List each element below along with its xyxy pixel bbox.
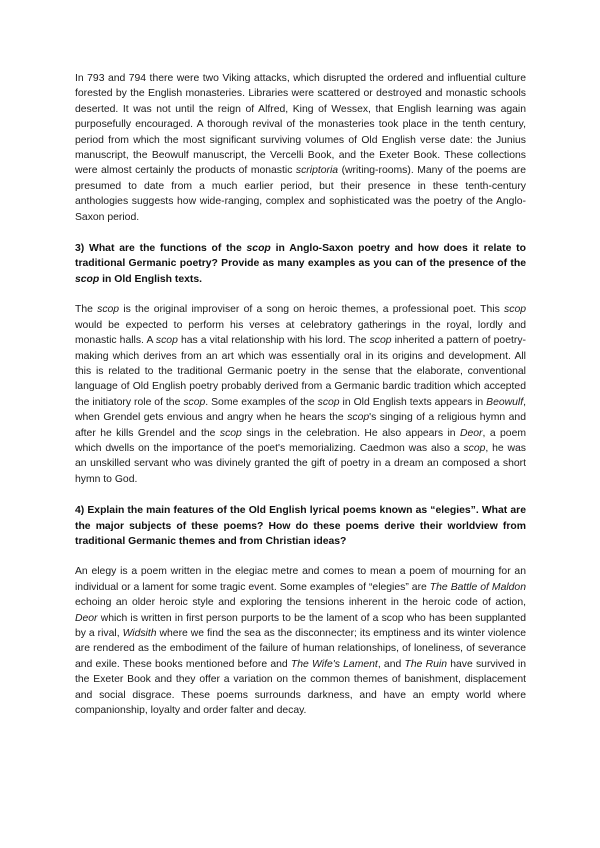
answer-3-paragraph: The scop is the original improviser of a song on heroic themes, a professional poet. This scop would be expected to perform his verses at celebratory gatherings in the royal, lordly and monastic halls. A scop has a vital relationship with his lord. The scop inherited a pattern of poetry-making which derives from an art which was essentially oral in its origins and development. All this is related to the traditional Germanic poetry in the sense that the elaborate, conventional language of Old English poetry probably derived from a Germanic bardic tradition which accepted the initiatory role of the scop. Some examples of the scop in Old English texts appears in Beowulf, when Grendel gets envious and angry when he hears the scop's singing of a religious hymn and after he kills Grendel and the scop sings in the celebration. He also appears in Deor, a poem which dwells on the importance of the poet's memorializing. Caedmon was also a scop, he was an unskilled servant who was divinely granted the gift of poetry in a dream an composed a short hymn to God. [75, 304, 527, 485]
answer-4-paragraph: An elegy is a poem written in the elegiac metre and comes to mean a poem of mourning for an individual or a lament for some tragic event. Some examples of “elegies” are The Battle of Maldon echoing an older heroic style and exploring the tensions inherent in the heroic code of action, Deor which is written in first person purports to be the lament of a scop who has been supplanted by a rival, Widsith where we find the sea as the disconnecter; its emptiness and its winter violence are rendered as the embodiment of the failure of human relationships, of loneliness, of severance and exile. These books mentioned before and The Wife's Lament, and The Ruin have survived in the Exeter Book and they offer a variation on the common themes of banishment, displacement and social disgrace. These poems surrounds darkness, and have an empty world where companionship, loyalty and order falter and decay. [75, 566, 526, 717]
question-4: 4) Explain the main features of the Old English lyrical poems known as “elegies”. What are the major subjects of these poems? How do these poems derive their worldview from traditional Germanic themes and from Christian ideas? [75, 505, 526, 547]
intro-paragraph: In 793 and 794 there were two Viking attacks, which disrupted the ordered and influential culture forested by the English monasteries. Libraries were scattered or destroyed and monastic schools deserted. It was not until the reign of Alfred, King of Wessex, that English learning was again purposefully encouraged. A thorough revival of the monasteries took place in the tenth century, period from which the most significant surviving volumes of Old English verse date: the Junius manuscript, the Beowulf manuscript, the Vercelli Book, and the Exeter Book. These collections were almost certainly the products of monastic scriptoria (writing-rooms). Many of the poems are presumed to date from a much earlier period, but their presence in these tenth-century anthologies suggests how wide-ranging, complex and sophisticated was the poetry of the Anglo-Saxon period. [75, 73, 526, 223]
question-3: 3) What are the functions of the scop in Anglo-Saxon poetry and how does it relate to traditional Germanic poetry? Provide as many examples as you can of the presence of the scop in Old English texts. [75, 243, 526, 285]
